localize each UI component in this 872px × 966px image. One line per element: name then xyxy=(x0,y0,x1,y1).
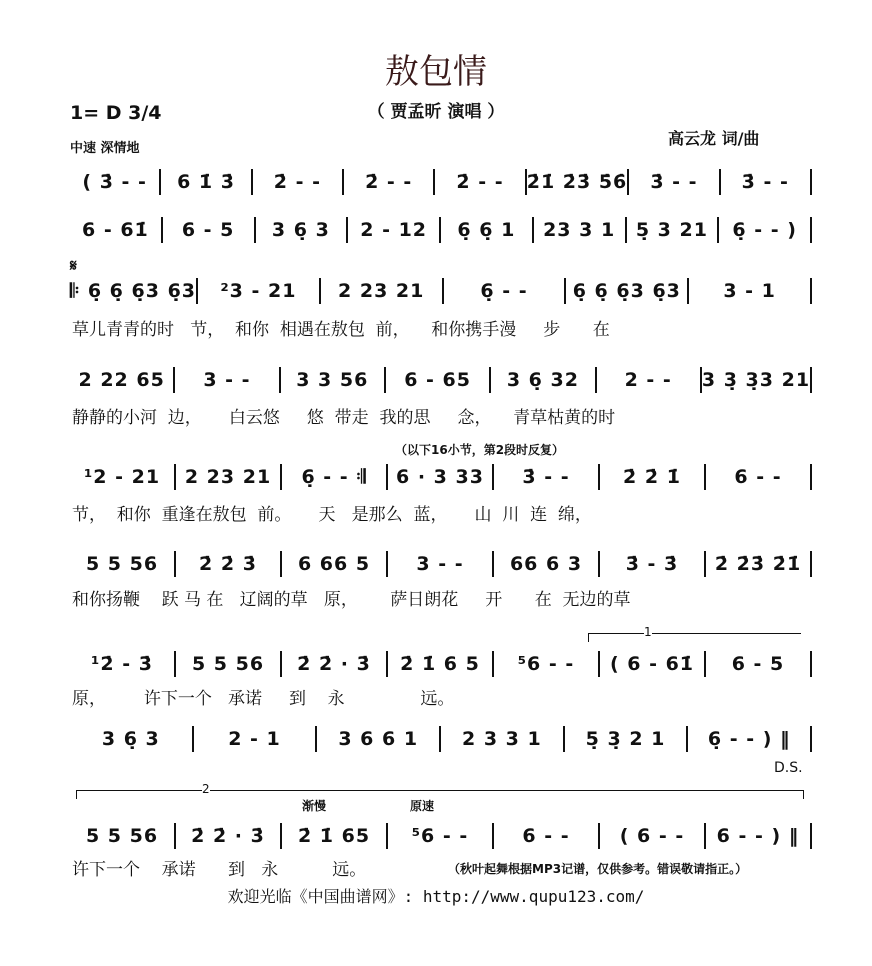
measure: 6̣ - - xyxy=(480,280,528,302)
measure: ( 3̇ - - xyxy=(82,171,147,193)
barline xyxy=(810,278,812,304)
barline xyxy=(810,217,812,243)
measure: 6 - - ) ‖ xyxy=(716,825,800,847)
barline xyxy=(810,551,812,577)
measure: 6 - 65 xyxy=(404,369,471,391)
volta-1 xyxy=(588,625,801,642)
measure: 2̇ 2̇3̇ 2̇1̇ xyxy=(714,553,802,575)
lyrics-line: 和你扬鞭 跃 马 在 辽阔的草 原， 萨日朗花 开 在 无边的草 xyxy=(72,590,631,610)
lyrics-line: 草儿青青的时 节， 和你 相遇在敖包 前， 和你携手漫 步 在 xyxy=(72,320,610,340)
measure: 3 - 1 xyxy=(723,280,776,302)
singer: （ 贾孟昕 演唱 ） xyxy=(367,102,505,122)
measure: 2̇1̇ 2̇3̇ 5̇6̇ xyxy=(526,171,628,193)
volta-2-label: 2 xyxy=(202,782,210,796)
measure: 5̣ 3 21 xyxy=(635,219,708,241)
barline xyxy=(810,651,812,677)
measure: ²3 - 21 xyxy=(220,280,297,302)
measure: 2̇ - - xyxy=(456,171,504,193)
dal-segno: D.S. xyxy=(774,760,803,776)
measure: 3 6 6 1 xyxy=(338,728,419,750)
measure: 2 22 65 xyxy=(78,369,165,391)
measure: ( 6 - - xyxy=(619,825,685,847)
measure: 6 - 5 xyxy=(731,653,785,675)
lyrics-line: 节， 和你 重逢在敖包 前。 天 是那么 蓝， 山 川 连 绵， xyxy=(72,505,592,525)
notation-row xyxy=(70,168,812,196)
volta-2 xyxy=(76,782,804,799)
segno-icon: 𝄋 xyxy=(70,256,77,275)
measure: 6 - - xyxy=(734,466,782,488)
measure: 2̇ 2̇ 1̇ xyxy=(623,466,681,488)
measure: ⁵6 - - xyxy=(517,653,575,675)
transcriber-credit: （秋叶起舞根据MP3记谱，仅供参考。错误敬请指正。） xyxy=(448,862,748,876)
measure: 2̇ 1̇ 65 xyxy=(297,825,371,847)
volta-1-label: 1 xyxy=(644,625,652,639)
measure: ( 6 - 61̇ xyxy=(609,653,695,675)
author: 高云龙 词/曲 xyxy=(668,129,760,148)
measure: 2 - 12 xyxy=(360,219,428,241)
measure: 6̣ 6̣ 6̣3 6̣3 xyxy=(572,280,681,302)
measure: 6̣ - - ) ‖ xyxy=(707,728,791,750)
measure: 𝄆 6̣ 6̣ 6̣3 6̣3 xyxy=(70,280,197,302)
ritardando-marking: 渐慢 xyxy=(302,799,327,813)
measure: ¹2̇ - 3̇ xyxy=(91,653,153,675)
notation-row xyxy=(70,366,812,394)
lyrics-line: 许下一个 承诺 到 永 远。 xyxy=(72,860,367,880)
measure: 2 - - xyxy=(624,369,672,391)
measure: 6 1̇ 3̇ xyxy=(177,171,235,193)
measure: 2̇ 1̇ 6 5 xyxy=(400,653,480,675)
notation-row xyxy=(70,725,812,753)
lyrics-line: 原， 许下一个 承诺 到 永 远。 xyxy=(72,689,455,709)
measure: 2̇ 2̇ 3̇ xyxy=(199,553,257,575)
notation-row xyxy=(70,550,812,578)
measure: 6̣ 6̣ 1 xyxy=(457,219,516,241)
measure: 6 66 5 xyxy=(297,553,371,575)
measure: 2 3 3 1 xyxy=(461,728,542,750)
measure: 3 3̣ 3̣3 21 xyxy=(701,369,811,391)
measure: 3̇ - - xyxy=(650,171,698,193)
notation-row xyxy=(70,463,812,491)
key-signature: 1= D 3/4 xyxy=(70,102,162,124)
song-title: 敖包情 xyxy=(385,52,487,92)
barline xyxy=(810,464,812,490)
measure: 2̇ - - xyxy=(365,171,413,193)
measure: 3 - - xyxy=(203,369,251,391)
measure: 6̣ - - 𝄇 xyxy=(301,466,367,488)
measure: 3 3 56 xyxy=(296,369,369,391)
measure: 3 6̣ 3 xyxy=(101,728,160,750)
measure: ¹2 - 21 xyxy=(83,466,161,488)
measure: 2 23 21 xyxy=(338,280,425,302)
notation-row xyxy=(70,822,812,850)
measure: 6̣ - - ) xyxy=(732,219,797,241)
measure: 5 5 56 xyxy=(85,553,159,575)
measure: 5̣ 3̣ 2 1 xyxy=(585,728,666,750)
measure: 5 5 56 xyxy=(191,653,265,675)
measure: 2 23 21 xyxy=(184,466,272,488)
measure: 3 6̣ 32 xyxy=(506,369,579,391)
a-tempo-marking: 原速 xyxy=(410,799,435,813)
measure: ⁵6 - - xyxy=(411,825,469,847)
measure: 3̇ - 3̇ xyxy=(625,553,679,575)
measure: 6 - 5 xyxy=(181,219,235,241)
notation-row xyxy=(70,277,812,305)
measure: 3̇ - - xyxy=(741,171,789,193)
measure: 3 6̣ 3 xyxy=(271,219,330,241)
site-footer: 欢迎光临《中国曲谱网》: http://www.qupu123.com/ xyxy=(227,887,645,906)
measure: 66 6 3 xyxy=(509,553,583,575)
measure: 2̇ 2̇ · 3̇ xyxy=(297,653,371,675)
tempo-marking: 中速 深情地 xyxy=(70,141,140,156)
measure: 2̇ - - xyxy=(273,171,321,193)
measure: 6 - - xyxy=(522,825,570,847)
barline xyxy=(810,726,812,752)
measure: 3 - - xyxy=(416,553,464,575)
measure: 5 5 56 xyxy=(85,825,159,847)
measure: 6 · 3 33 xyxy=(396,466,484,488)
measure: 6 - 61̇ xyxy=(81,219,149,241)
measure: 23 3 1 xyxy=(543,219,616,241)
measure: 2̇ 2̇ · 3̇ xyxy=(191,825,265,847)
measure: 2 - 1 xyxy=(228,728,281,750)
lyrics-line: 静静的小河 边， 白云悠 悠 带走 我的思 念， 青草枯黄的时 xyxy=(72,408,616,428)
notation-row xyxy=(70,650,812,678)
barline xyxy=(810,367,812,393)
repeat-note: （以下16小节，第2段时反复） xyxy=(395,443,565,457)
notation-row xyxy=(70,216,812,244)
barline xyxy=(810,823,812,849)
measure: 3̇ - - xyxy=(522,466,570,488)
barline xyxy=(810,169,812,195)
